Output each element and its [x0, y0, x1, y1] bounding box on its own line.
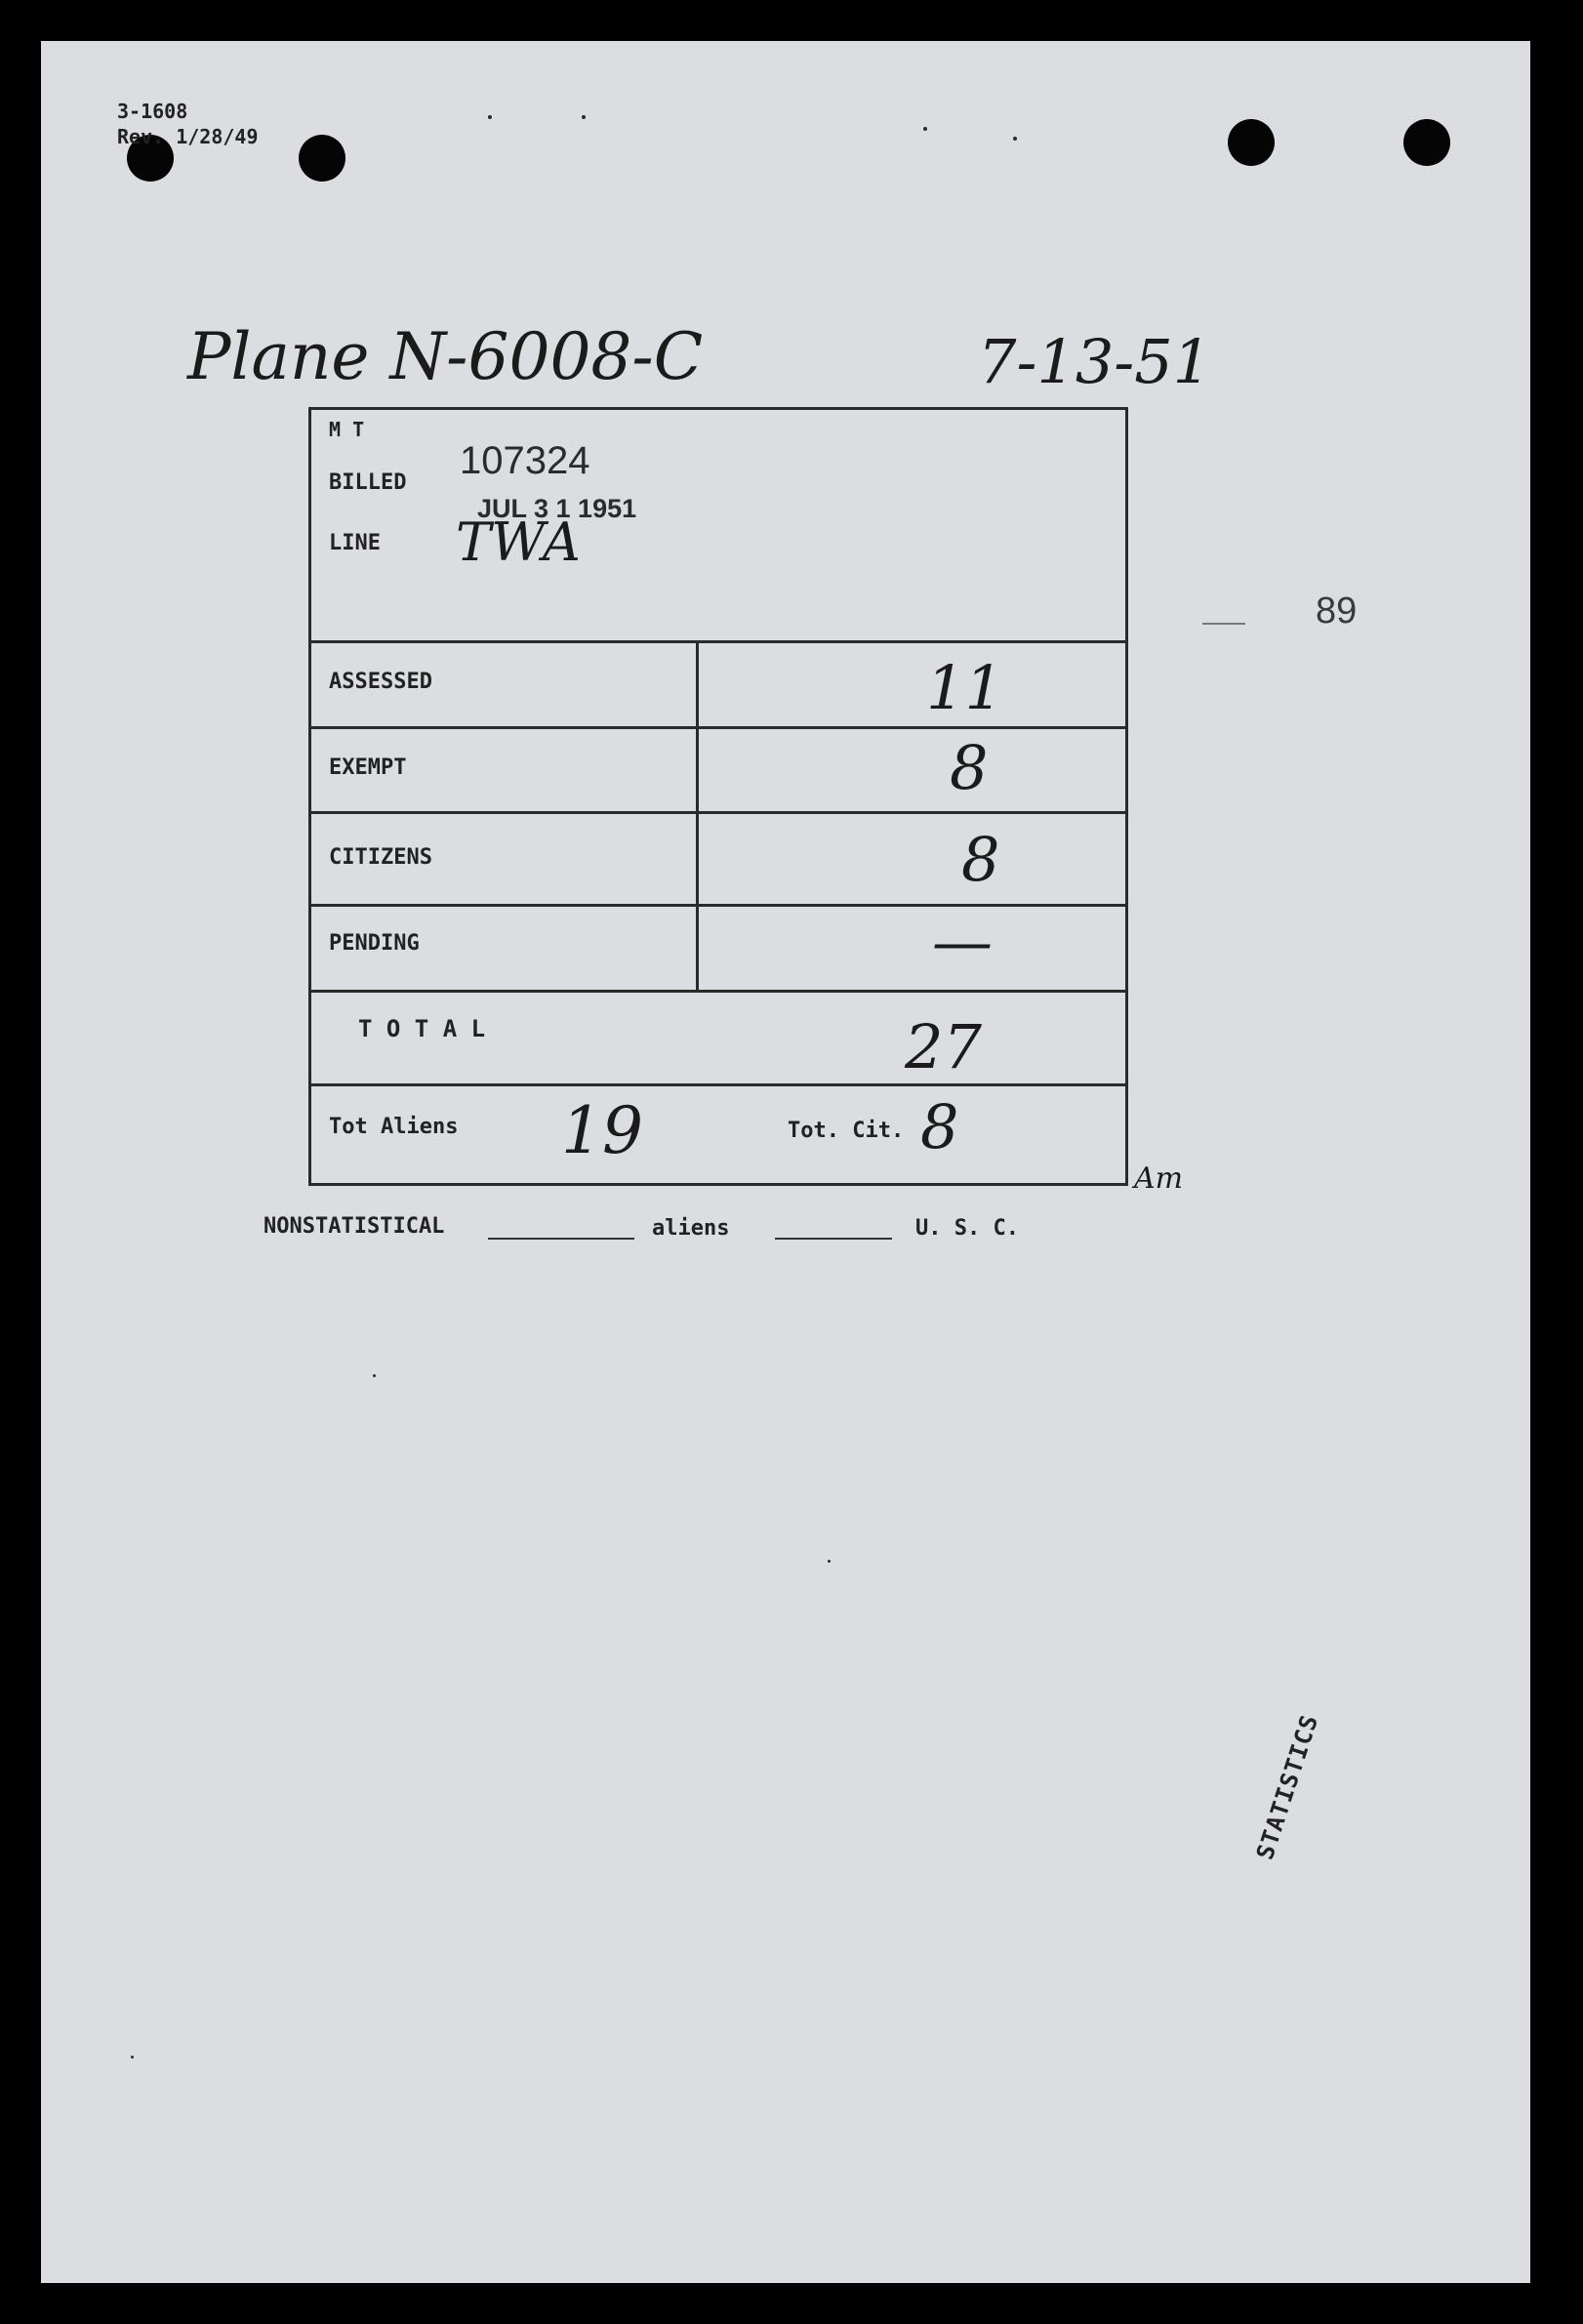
- billed-number: 107324: [460, 439, 590, 482]
- speck: [131, 2056, 134, 2059]
- line-label: LINE: [329, 531, 381, 555]
- rule: [311, 726, 1125, 729]
- tot-cit-label: Tot. Cit.: [788, 1119, 905, 1143]
- assessed-label: ASSESSED: [329, 670, 432, 694]
- rule: [311, 904, 1125, 907]
- speck: [582, 115, 586, 119]
- speck: [373, 1374, 376, 1377]
- initials: Am: [1134, 1162, 1184, 1196]
- rule: [311, 1083, 1125, 1086]
- document-page: [41, 41, 1530, 2283]
- punch-hole: [1228, 119, 1275, 166]
- manifest-form-box: [308, 407, 1128, 1186]
- page-number: 89: [1316, 591, 1358, 632]
- total-value: 27: [905, 1011, 982, 1082]
- citizens-label: CITIZENS: [329, 845, 432, 870]
- dash-mark: [1202, 623, 1245, 625]
- total-label: T O T A L: [358, 1015, 486, 1042]
- statistics-stamp: STATISTICS: [1251, 1711, 1324, 1863]
- rule: [311, 990, 1125, 993]
- tot-aliens-value: 19: [561, 1093, 643, 1168]
- nonstatistical-usc-label: U. S. C.: [915, 1216, 1019, 1241]
- speck: [488, 115, 492, 119]
- billed-label: BILLED: [329, 470, 407, 495]
- form-code: 3-1608: [117, 100, 188, 123]
- nonstatistical-aliens-label: aliens: [652, 1216, 730, 1241]
- citizens-value: 8: [961, 824, 1000, 895]
- exempt-label: EXEMPT: [329, 755, 407, 780]
- nonstatistical-blank: [488, 1238, 634, 1240]
- form-revision: Rev. 1/28/49: [117, 125, 259, 148]
- speck: [1013, 137, 1017, 141]
- tot-cit-value: 8: [920, 1091, 959, 1162]
- mt-label: M T: [329, 418, 365, 441]
- column-divider: [696, 640, 699, 990]
- pending-label: PENDING: [329, 931, 420, 956]
- handwritten-date: 7-13-51: [978, 326, 1212, 397]
- billed-date-stamp: JUL 3 1 1951: [477, 494, 637, 523]
- punch-hole: [299, 135, 345, 182]
- handwritten-plane-number: Plane N-6008-C: [187, 319, 704, 394]
- line-value: TWA: [456, 511, 581, 573]
- speck: [923, 127, 927, 131]
- speck: [828, 1560, 831, 1563]
- exempt-value: 8: [950, 732, 989, 803]
- aliens-blank: [775, 1238, 892, 1240]
- rule: [311, 640, 1125, 643]
- rule: [311, 811, 1125, 814]
- tot-aliens-label: Tot Aliens: [329, 1115, 459, 1139]
- punch-hole: [1403, 119, 1450, 166]
- assessed-value: 11: [926, 652, 1003, 723]
- nonstatistical-label: NONSTATISTICAL: [264, 1214, 445, 1239]
- pending-value: —: [932, 906, 993, 977]
